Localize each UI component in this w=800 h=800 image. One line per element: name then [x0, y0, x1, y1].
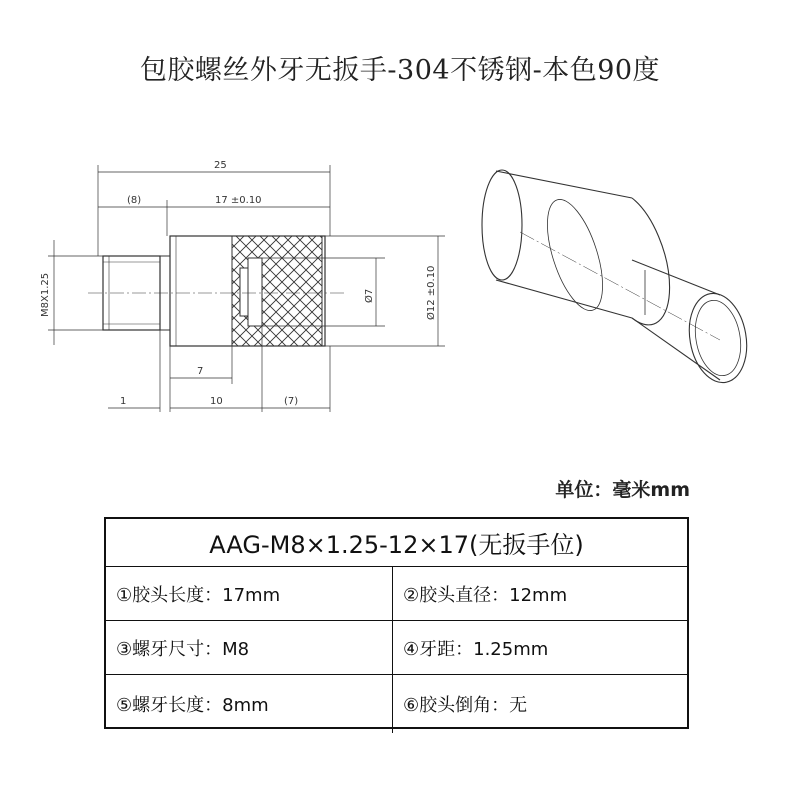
spec-table [104, 517, 689, 729]
dim-head-diameter: Ø12 ±0.10 [426, 265, 437, 320]
unit-label: 单位：毫米mm [555, 479, 690, 501]
table-row [106, 567, 687, 621]
dim-groove-offset: 7 [197, 366, 204, 377]
spec-thread-length: ⑤螺牙长度：8mm [116, 695, 269, 716]
dim-step-7: (7) [284, 396, 299, 407]
isometric-view [482, 170, 753, 387]
dim-thread-spec: M8X1.25 [40, 272, 51, 317]
spec-head-diameter: ②胶头直径：12mm [392, 567, 687, 620]
dim-step-10: 10 [210, 396, 223, 407]
head-end-face [482, 170, 522, 280]
dim-thread-length: (8) [127, 195, 142, 206]
spec-header: AAG-M8×1.25-12×17(无扳手位) [106, 519, 687, 567]
dim-overall-length: 25 [214, 160, 227, 171]
table-row [106, 621, 687, 675]
dim-step-1: 1 [120, 396, 127, 407]
thread-end-face [683, 289, 754, 387]
inner-bore [248, 258, 262, 326]
table-row [106, 675, 687, 733]
dim-inner-diameter: Ø7 [364, 288, 375, 303]
spec-thread-pitch: ④牙距：1.25mm [392, 621, 687, 674]
spec-head-length: ①胶头长度：17mm [116, 584, 281, 606]
spec-thread-size: ③螺牙尺寸：M8 [116, 638, 250, 660]
page-title: 包胶螺丝外牙无扳手-304不锈钢-本色90度 [139, 55, 661, 86]
spec-head-chamfer: ⑥胶头倒角：无 [392, 675, 687, 733]
dim-head-length: 17 ±0.10 [215, 195, 262, 206]
